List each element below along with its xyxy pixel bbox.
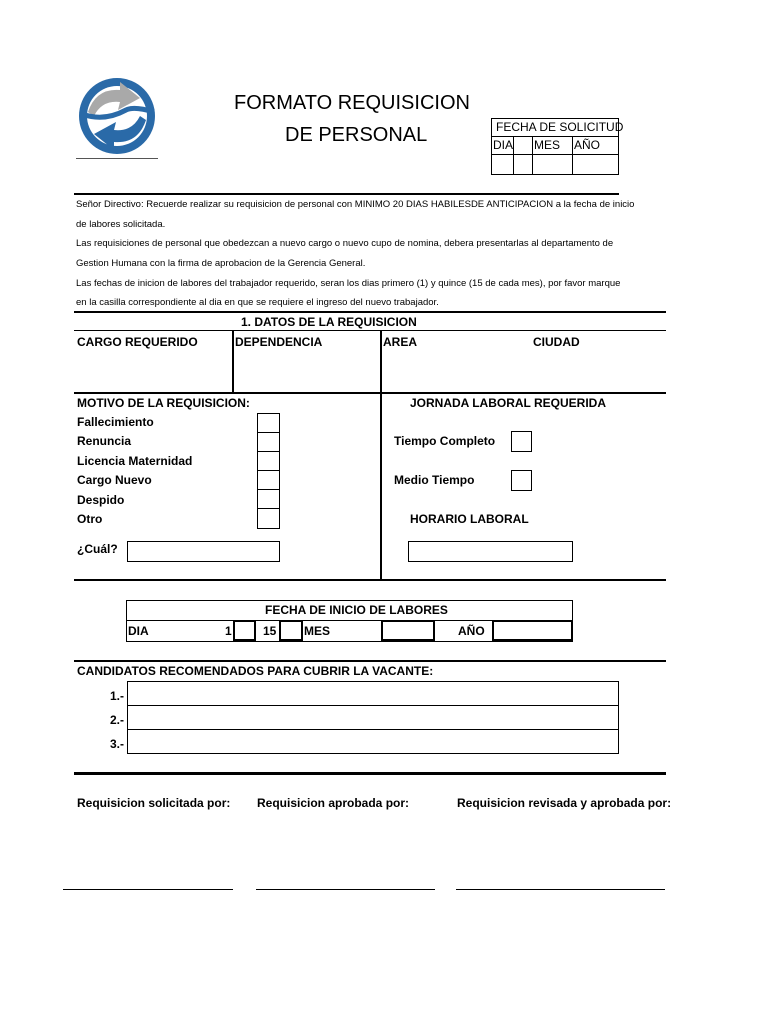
header-divider (74, 193, 619, 195)
candidato-1-input[interactable] (127, 681, 619, 706)
cargo-divider (232, 331, 234, 393)
candidato-2-label: 2.- (110, 713, 125, 727)
cual-input[interactable] (127, 541, 280, 562)
area-divider (380, 331, 382, 581)
firma-aprobada-label: Requisicion aprobada por: (257, 796, 410, 810)
fecha-anio-field[interactable] (573, 155, 618, 174)
area-ciudad-field[interactable] (384, 352, 664, 390)
dependencia-field[interactable] (236, 352, 378, 390)
candidatos-title: CANDIDATOS RECOMENDADOS PARA CUBRIR LA VACANTE: (77, 664, 434, 678)
motivo-option-otro: Otro (77, 512, 103, 526)
candidato-3-label: 3.- (110, 737, 125, 751)
tiempo-completo-label: Tiempo Completo (394, 434, 496, 448)
inicio-anio-field[interactable] (492, 621, 573, 641)
candidato-1-label: 1.- (110, 689, 125, 703)
checkbox-cargo-nuevo[interactable] (257, 470, 280, 490)
fecha-solicitud-title: FECHA DE SOLICITUD (496, 120, 624, 134)
note-line-4: Gestion Humana con la firma de aprobacion de la Gerencia General. (76, 258, 366, 269)
inicio-dia-label: DIA (128, 624, 149, 638)
fecha-inicio-title: FECHA DE INICIO DE LABORES (265, 603, 448, 617)
inicio-day-1-label: 1 (225, 624, 232, 638)
section1-top-rule (74, 311, 666, 313)
inicio-mes-field[interactable] (381, 621, 435, 641)
fecha-mes-label: MES (534, 138, 561, 152)
jornada-title: JORNADA LABORAL REQUERIDA (410, 396, 607, 410)
ciudad-label: CIUDAD (533, 335, 580, 349)
firma-revisada-label: Requisicion revisada y aprobada por: (457, 796, 672, 810)
company-logo (74, 72, 162, 162)
firma-revisada-line[interactable] (456, 889, 665, 890)
section1-title-rule (74, 330, 666, 331)
checkbox-fallecimiento[interactable] (257, 413, 280, 433)
checkbox-medio-tiempo[interactable] (511, 470, 532, 491)
fecha-anio-label: AÑO (574, 138, 601, 152)
checkbox-dia-1[interactable] (233, 621, 256, 641)
fecha-dia-field[interactable] (492, 155, 532, 174)
section1-bottom-rule (74, 392, 666, 394)
motivo-option-fallecimiento: Fallecimiento (77, 415, 154, 429)
checkbox-otro[interactable] (257, 508, 280, 529)
form-title-line1: FORMATO REQUISICION (234, 92, 470, 114)
inicio-mes-label: MES (304, 624, 331, 638)
checkbox-despido[interactable] (257, 489, 280, 509)
candidatos-bottom-rule (74, 772, 666, 775)
motivo-title: MOTIVO DE LA REQUISICION: (77, 396, 250, 410)
motivo-option-licencia: Licencia Maternidad (77, 454, 193, 468)
note-line-1: Señor Directivo: Recuerde realizar su requisicion de personal con MINIMO 20 DIAS HABILESDE ANTICIPACION a la fecha de inicio (76, 199, 635, 210)
checkbox-renuncia[interactable] (257, 432, 280, 452)
cual-label: ¿Cuál? (77, 542, 118, 556)
form-title-line2: DE PERSONAL (285, 124, 428, 146)
note-line-3: Las requisiciones de personal que obedezcan a nuevo cargo o nuevo cupo de nomina, debera presentarlas al departamento de (76, 238, 614, 249)
cargo-field[interactable] (76, 352, 230, 390)
horario-input[interactable] (408, 541, 573, 562)
fecha-dia-label: DIA (493, 138, 514, 152)
inicio-day-15-label: 15 (263, 624, 277, 638)
note-line-5: Las fechas de inicion de labores del trabajador requerido, seran los dias primero (1) y quince (15 de cada mes), por favor marque (76, 278, 621, 289)
horario-laboral-label: HORARIO LABORAL (410, 512, 529, 526)
section1-title: 1. DATOS DE LA REQUISICION (241, 315, 417, 329)
firma-solicitada-label: Requisicion solicitada por: (77, 796, 231, 810)
candidato-3-input[interactable] (127, 729, 619, 754)
note-line-2: de labores solicitada. (76, 219, 166, 230)
medio-tiempo-label: Medio Tiempo (394, 473, 475, 487)
cargo-requerido-label: CARGO REQUERIDO (77, 335, 198, 349)
motivo-option-cargo-nuevo: Cargo Nuevo (77, 473, 152, 487)
firma-aprobada-line[interactable] (256, 889, 435, 890)
motivo-option-renuncia: Renuncia (77, 434, 132, 448)
motivo-bottom-rule (74, 579, 666, 581)
inicio-anio-label: AÑO (458, 624, 485, 638)
candidatos-top-rule (74, 660, 666, 662)
note-line-6: en la casilla correspondiente al dia en que se requiere el ingreso del nuevo trabajador. (76, 297, 439, 308)
fecha-mes-field[interactable] (533, 155, 572, 174)
area-label: AREA (383, 335, 418, 349)
fecha-solicitud-table (491, 118, 624, 175)
checkbox-dia-15[interactable] (279, 621, 303, 641)
checkbox-tiempo-completo[interactable] (511, 431, 532, 452)
motivo-option-despido: Despido (77, 493, 125, 507)
checkbox-licencia[interactable] (257, 451, 280, 471)
dependencia-label: DEPENDENCIA (235, 335, 323, 349)
firma-solicitada-line[interactable] (63, 889, 233, 890)
candidato-2-input[interactable] (127, 705, 619, 730)
